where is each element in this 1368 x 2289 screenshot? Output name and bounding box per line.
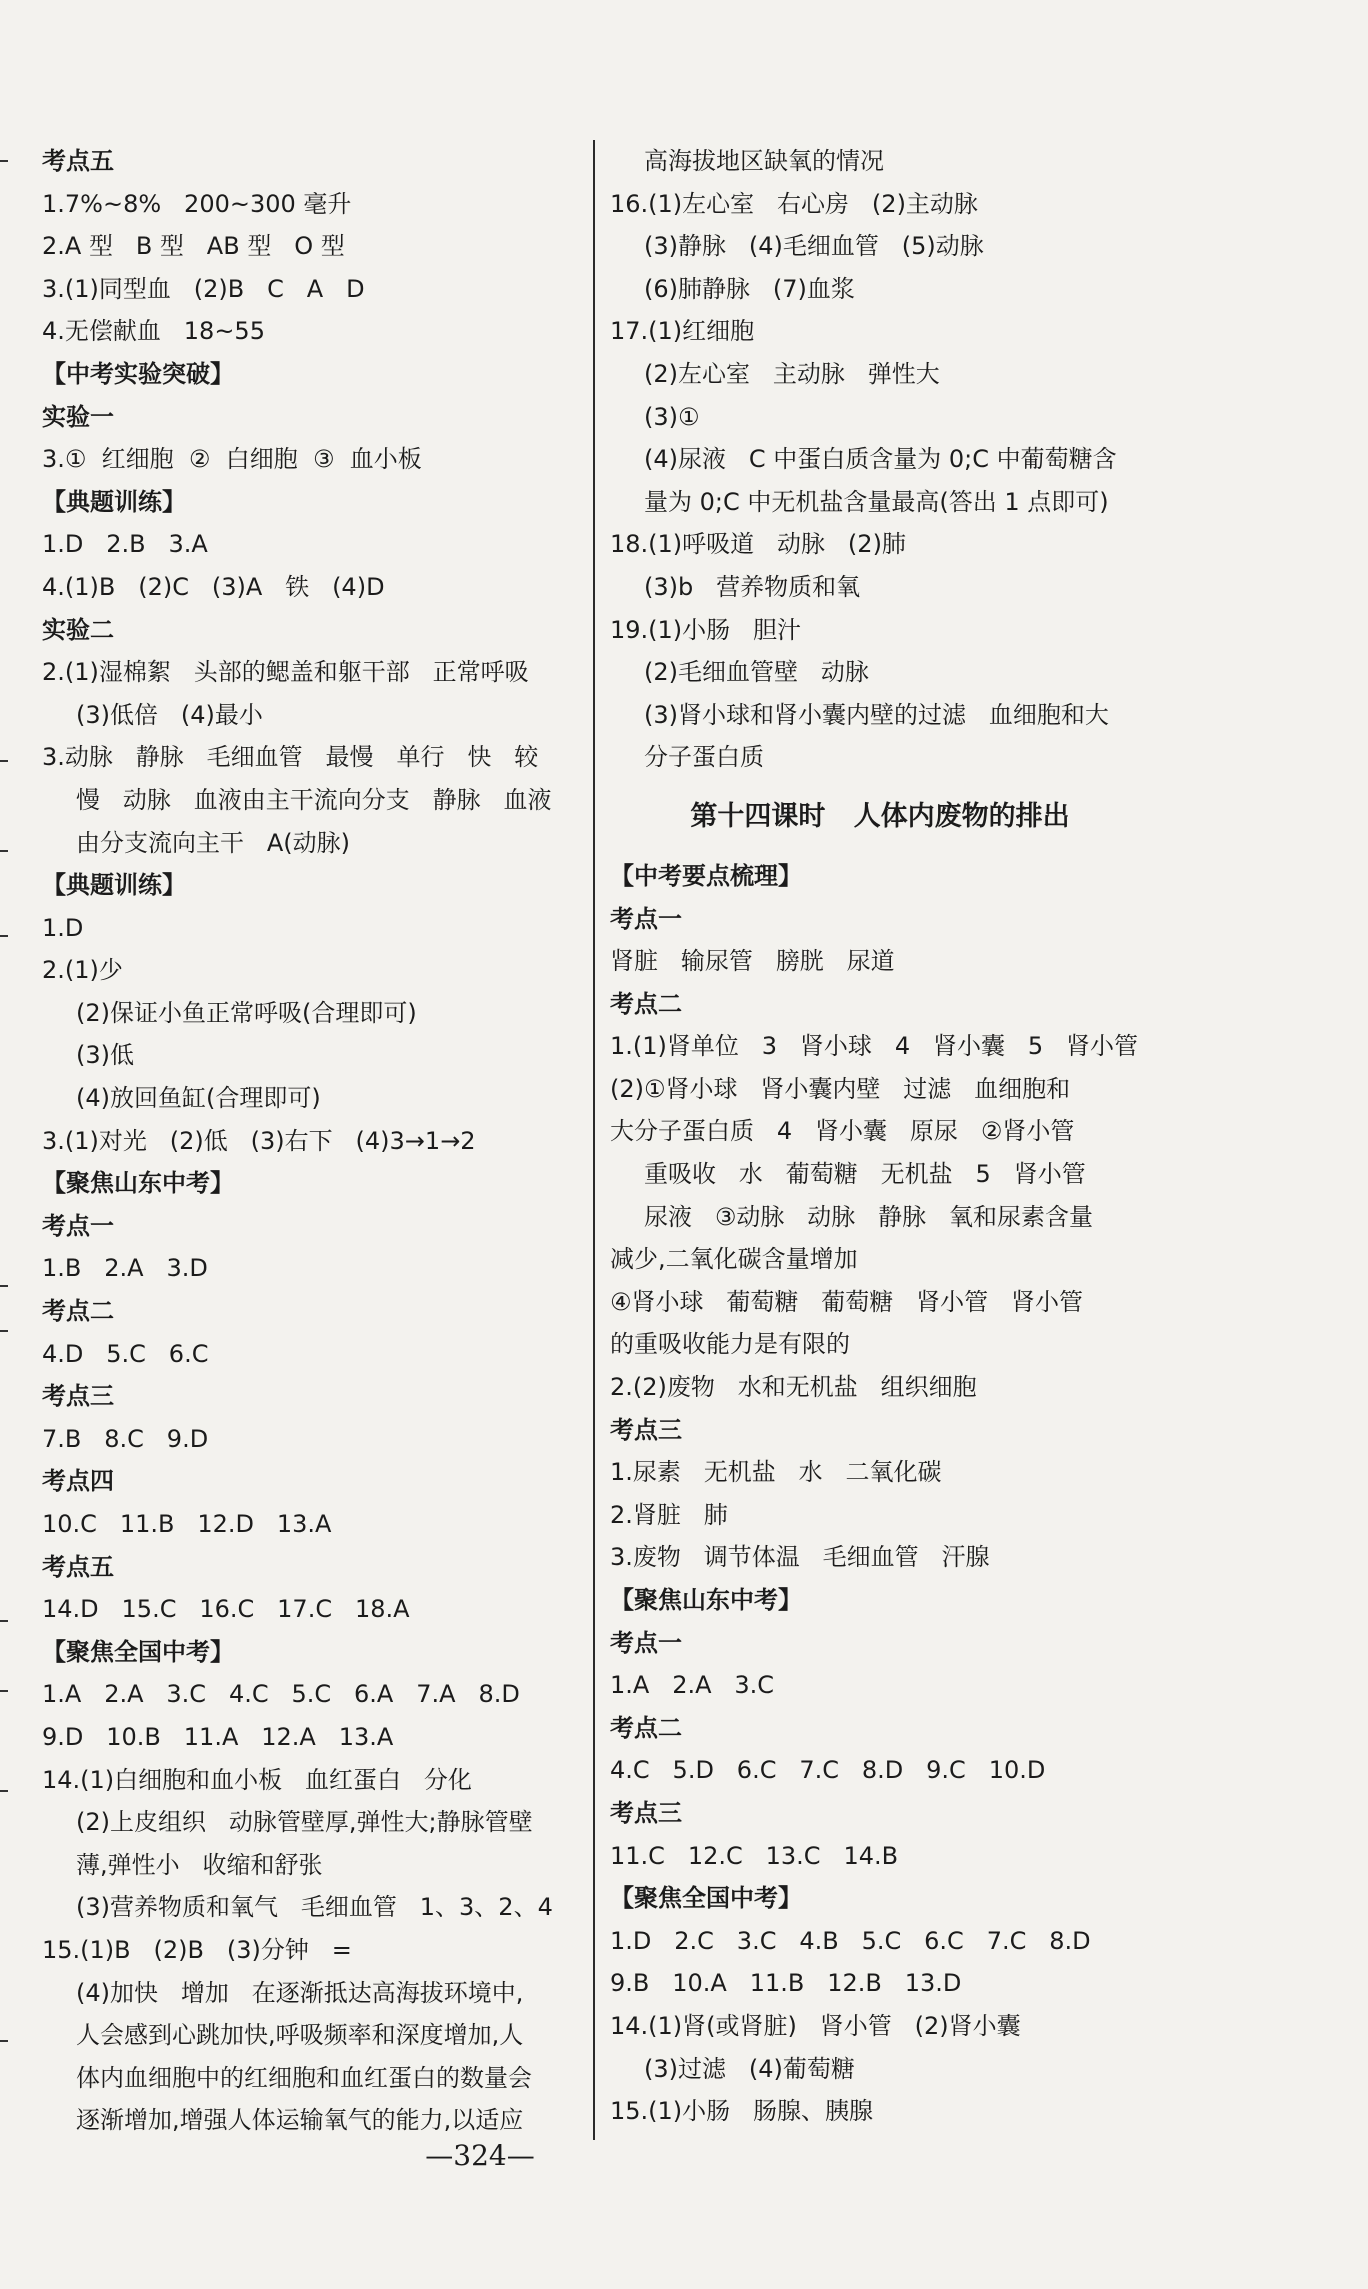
answer-line: 14.(1)肾(或肾脏) 肾小管 (2)肾小囊	[610, 2011, 1021, 2040]
answer-line: 量为 0;C 中无机盐含量最高(答出 1 点即可)	[644, 487, 1109, 516]
answer-line: 1.(1)肾单位 3 肾小球 4 肾小囊 5 肾小管	[610, 1032, 1139, 1061]
answer-line: (4)尿液 C 中蛋白质含量为 0;C 中葡萄糖含	[644, 445, 1117, 474]
section-heading: 【典题训练】	[42, 487, 186, 516]
answer-line: (4)加快 增加 在逐渐抵达高海拔环境中,	[76, 1978, 524, 2007]
answer-line: (2)保证小鱼正常呼吸(合理即可)	[76, 998, 417, 1027]
answer-line: 2.A 型 B 型 AB 型 O 型	[42, 232, 345, 261]
answer-line: 2.(2)废物 水和无机盐 组织细胞	[610, 1373, 977, 1402]
page-number: —324—	[425, 2139, 535, 2172]
answer-line: 1.D	[42, 913, 84, 942]
answer-line: (3)低倍 (4)最小	[76, 700, 263, 729]
answer-line: 4.(1)B (2)C (3)A 铁 (4)D	[42, 572, 385, 601]
left-column	[42, 140, 590, 2142]
answer-line: 1.A 2.A 3.C 4.C 5.C 6.A 7.A 8.D	[42, 1680, 520, 1709]
answer-line: 9.B 10.A 11.B 12.B 13.D	[610, 1969, 962, 1998]
section-title: 第十四课时 人体内废物的排出	[690, 800, 1070, 832]
answer-line: 2.(1)少	[42, 956, 123, 985]
answer-line: 大分子蛋白质 4 肾小囊 原尿 ②肾小管	[610, 1117, 1075, 1146]
answer-line: (3)①	[644, 402, 700, 431]
answer-line: 高海拔地区缺氧的情况	[644, 147, 884, 175]
answer-line: (2)毛细血管壁 动脉	[644, 658, 869, 687]
section-heading: 考点二	[42, 1297, 114, 1326]
section-heading: 考点三	[42, 1382, 114, 1411]
answer-line: 1.7%~8% 200~300 毫升	[42, 189, 352, 218]
answer-line: (3)肾小球和肾小囊内壁的过滤 血细胞和大	[644, 700, 1109, 729]
answer-line: 3.动脉 静脉 毛细血管 最慢 单行 快 较	[42, 743, 539, 772]
answer-line: 1.D 2.C 3.C 4.B 5.C 6.C 7.C 8.D	[610, 1926, 1091, 1955]
section-heading: 实验一	[42, 402, 114, 431]
answer-line: 14.(1)白细胞和血小板 血红蛋白 分化	[42, 1765, 472, 1794]
section-heading: 考点二	[610, 989, 682, 1018]
section-heading: 考点三	[610, 1798, 682, 1827]
answer-line: 7.B 8.C 9.D	[42, 1424, 209, 1453]
answer-line: 10.C 11.B 12.D 13.A	[42, 1510, 332, 1538]
section-heading: 考点五	[42, 1552, 114, 1581]
answer-line: 尿液 ③动脉 动脉 静脉 氧和尿素含量	[644, 1202, 1094, 1231]
answer-line: 19.(1)小肠 胆汁	[610, 615, 802, 644]
answer-line: 分子蛋白质	[644, 743, 764, 772]
answer-line: 3.① 红细胞 ② 白细胞 ③ 血小板	[42, 445, 422, 474]
section-heading: 【聚焦山东中考】	[42, 1169, 234, 1198]
answer-line: 人会感到心跳加快,呼吸频率和深度增加,人	[76, 2021, 524, 2050]
answer-line: (3)b 营养物质和氧	[644, 572, 861, 601]
answer-line: 16.(1)左心室 右心房 (2)主动脉	[610, 189, 978, 218]
answer-line: 15.(1)B (2)B (3)分钟 =	[42, 1935, 352, 1964]
section-heading: 考点一	[42, 1211, 114, 1240]
section-heading: 实验二	[42, 615, 114, 644]
answer-line: 4.C 5.D 6.C 7.C 8.D 9.C 10.D	[610, 1756, 1046, 1785]
answer-line: 重吸收 水 葡萄糖 无机盐 5 肾小管	[644, 1160, 1086, 1189]
answer-line: (6)肺静脉 (7)血浆	[644, 274, 855, 303]
answer-line: (3)低	[76, 1041, 134, 1070]
answer-line: 4.无偿献血 18~55	[42, 317, 265, 346]
answer-line: 17.(1)红细胞	[610, 317, 755, 346]
answer-line: (3)营养物质和氧气 毛细血管 1、3、2、4	[76, 1893, 553, 1922]
section-heading: 【中考实验突破】	[42, 359, 234, 388]
answer-line: 慢 动脉 血液由主干流向分支 静脉 血液	[76, 785, 552, 814]
section-heading: 【典题训练】	[42, 871, 186, 900]
right-column	[610, 140, 1150, 2133]
answer-line: 薄,弹性小 收缩和舒张	[76, 1850, 323, 1879]
answer-line: 11.C 12.C 13.C 14.B	[610, 1841, 899, 1870]
answer-line: ④肾小球 葡萄糖 葡萄糖 肾小管 肾小管	[610, 1287, 1084, 1316]
answer-line: (2)上皮组织 动脉管壁厚,弹性大;静脉管壁	[76, 1808, 533, 1837]
answer-line: 15.(1)小肠 肠腺、胰腺	[610, 2097, 874, 2126]
section-heading: 【聚焦全国中考】	[610, 1884, 802, 1913]
answer-line: 逐渐增加,增强人体运输氧气的能力,以适应	[76, 2106, 524, 2135]
answer-line: (3)静脉 (4)毛细血管 (5)动脉	[644, 232, 984, 261]
answer-line: 2.肾脏 肺	[610, 1500, 728, 1529]
answer-line: 4.D 5.C 6.C	[42, 1339, 209, 1368]
section-heading: 【中考要点梳理】	[610, 861, 802, 890]
answer-line: 9.D 10.B 11.A 12.A 13.A	[42, 1722, 394, 1751]
section-heading: 考点一	[610, 904, 682, 933]
section-heading: 考点三	[610, 1415, 682, 1444]
answer-line: 3.(1)同型血 (2)B C A D	[42, 274, 365, 303]
column-divider	[593, 140, 595, 2140]
section-heading: 考点五	[42, 147, 114, 175]
answer-line: 减少,二氧化碳含量增加	[610, 1245, 858, 1274]
answer-line: 由分支流向主干 A(动脉)	[76, 828, 351, 857]
answer-line: 1.A 2.A 3.C	[610, 1671, 775, 1700]
answer-line: 3.废物 调节体温 毛细血管 汗腺	[610, 1543, 990, 1572]
section-heading: 【聚焦全国中考】	[42, 1637, 234, 1666]
answer-line: 3.(1)对光 (2)低 (3)右下 (4)3→1→2	[42, 1126, 476, 1155]
answer-line: 1.尿素 无机盐 水 二氧化碳	[610, 1458, 942, 1487]
section-heading: 考点二	[610, 1713, 682, 1742]
answer-line: 1.B 2.A 3.D	[42, 1254, 208, 1283]
answer-line: (3)过滤 (4)葡萄糖	[644, 2054, 855, 2083]
answer-line: (4)放回鱼缸(合理即可)	[76, 1084, 321, 1113]
answer-line: 18.(1)呼吸道 动脉 (2)肺	[610, 530, 906, 559]
answer-line: 体内血细胞中的红细胞和血红蛋白的数量会	[76, 2063, 532, 2092]
answer-line: 14.D 15.C 16.C 17.C 18.A	[42, 1595, 410, 1624]
section-heading: 考点一	[610, 1628, 682, 1657]
answer-line: (2)①肾小球 肾小囊内壁 过滤 血细胞和	[610, 1074, 1071, 1103]
answer-line: (2)左心室 主动脉 弹性大	[644, 359, 940, 388]
answer-line: 1.D 2.B 3.A	[42, 530, 208, 559]
answer-line: 的重吸收能力是有限的	[610, 1330, 850, 1359]
section-heading: 考点四	[42, 1467, 114, 1496]
answer-line: 2.(1)湿棉絮 头部的鳃盖和躯干部 正常呼吸	[42, 658, 529, 687]
section-heading: 【聚焦山东中考】	[610, 1586, 802, 1614]
answer-line: 肾脏 输尿管 膀胱 尿道	[610, 947, 895, 976]
